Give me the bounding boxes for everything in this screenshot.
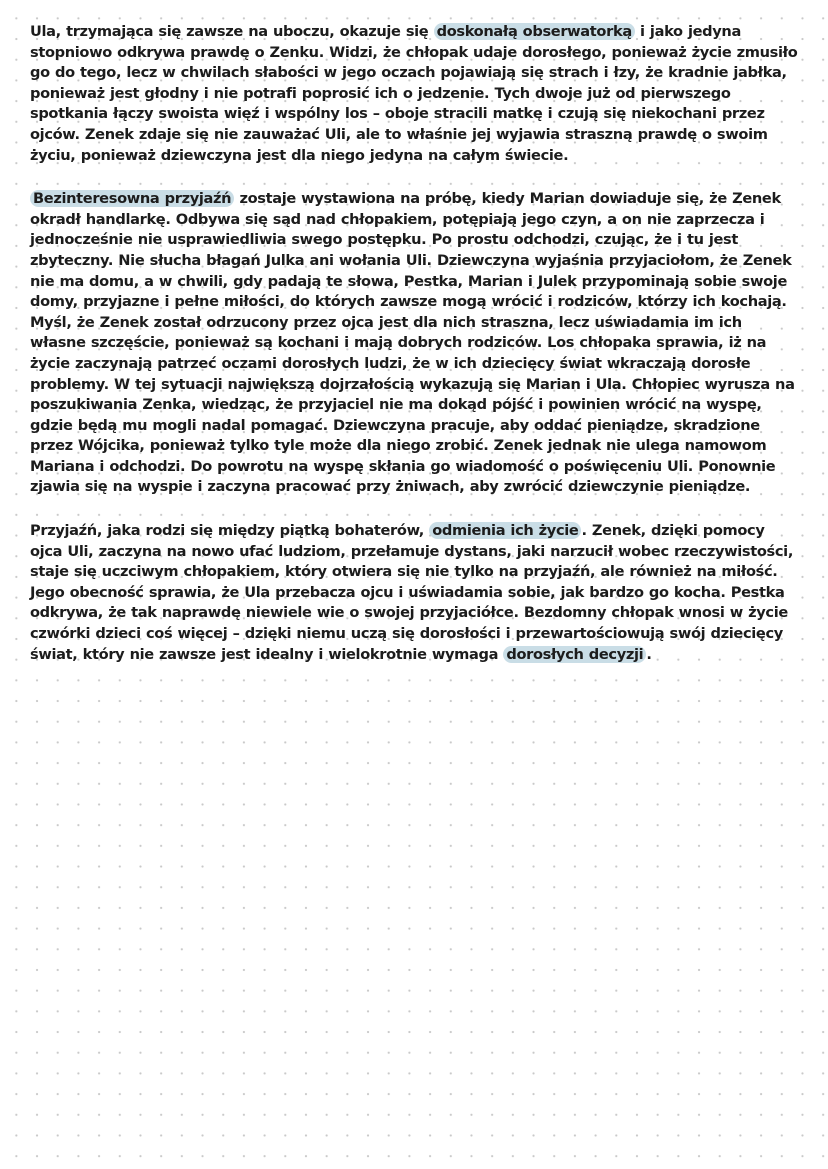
- highlighted-phrase: Bezinteresowna przyjaźń: [30, 190, 234, 207]
- highlighted-phrase: odmienia ich życie: [429, 522, 581, 539]
- text-segment: Przyjaźń, jaka rodzi się między piątką bohaterów,: [30, 522, 430, 540]
- text-segment: . Zenek, dzięki pomocy ojca Uli, zaczyna na nowo ufać ludziom, przełamuje dystans, jaki narzucił wobec rzeczywistości, staje się uczciwym chłopakiem, który otwiera się nie tylko na przyjaźń, ale również na miłość. Jego obecność sprawia, że Ula przebacza ojcu i uświadamia sobie, jak bardzo go kocha. Pestka odkrywa, że tak naprawdę niewiele wie o swojej przyjaciółce. Bezdomny chłopak wnosi w życie czwórki dzieci coś więcej – dzięki niemu uczą się dorosłości i przewartościowują swój dziecięcy świat, który nie zawsze jest idealny i wielokrotnie wymaga: [30, 522, 794, 663]
- highlighted-phrase: dorosłych decyzji: [503, 646, 646, 663]
- highlighted-phrase: doskonałą obserwatorką: [434, 23, 635, 40]
- paragraph-friendship-change: [30, 521, 800, 665]
- text-segment: .: [646, 645, 652, 663]
- text-segment: zostaje wystawiona na próbę, kiedy Marian dowiaduje się, że Zenek okradł handlarkę. Odbywa się sąd nad chłopakiem, potępiają jego czyn, a on nie zaprzecza i jednocześnie nie usprawiedliwia swego postępku. Po prostu odchodzi, czując, że i tu jest zbyteczny. Nie słucha błagań Julka ani wołania Uli. Dziewczyna wyjaśnia przyjaciołom, że Zenek nie ma domu, a w chwili, gdy padają te słowa, Pestka, Marian i Julek przypominają sobie swoje domy, przyjazne i pełne miłości, do których zawsze mogą wrócić i rodziców, którzy ich kochają. Myśl, że Zenek został odrzucony przez ojca jest dla nich straszna, lecz uświadamia im ich własne szczęście, ponieważ są kochani i mają dobrych rodziców. Los chłopaka sprawia, iż na życie zaczynają patrzeć oczami dorosłych ludzi, że w ich dziecięcy świat wkraczają dorosłe problemy. W tej sytuacji największą dojrzałością wykazują się Marian i Ula. Chłopiec wyrusza na poszukiwania Zenka, wiedząc, że przyjaciel nie ma dokąd pójść i powinien wrócić na wyspę, gdzie będą mu mogli nadal pomagać. Dziewczyna pracuje, aby oddać pieniądze, skradzione przez Wójcika, ponieważ tylko tyle może dla niego zrobić. Zenek jednak nie ulega namowom Mariana i odchodzi. Do powrotu na wyspę skłania go wiadomość o poświęceniu Uli. Ponownie zjawia się na wyspie i zaczyna pracować przy żniwach, aby zwrócić dziewczynie pieniądze.: [30, 190, 795, 496]
- paragraph-ula: [30, 22, 800, 166]
- text-segment: Ula, trzymająca się zawsze na uboczu, okazuje się: [30, 23, 434, 40]
- text-segment: i jako jedyna stopniowo odkrywa prawdę o Zenku. Widzi, że chłopak udaje dorosłego, ponieważ życie zmusiło go do tego, lecz w chwilach słabości w jego oczach pojawiają się strach i łzy, że kradnie jabłka, ponieważ jest głodny i nie potrafi poprosić ich o jedzenie. Tych dwoje już od pierwszego spotkania łączy swoista więź i wspólny los – oboje stracili matkę i czują się niekochani przez ojców. Zenek zdaje się nie zauważać Uli, ale to właśnie jej wyjawia straszną prawdę o swoim życiu, ponieważ dziewczyna jest dla niego jedyna na całym świecie.: [30, 23, 798, 164]
- essay-text: [30, 22, 800, 688]
- paragraph-friendship-test: [30, 189, 800, 498]
